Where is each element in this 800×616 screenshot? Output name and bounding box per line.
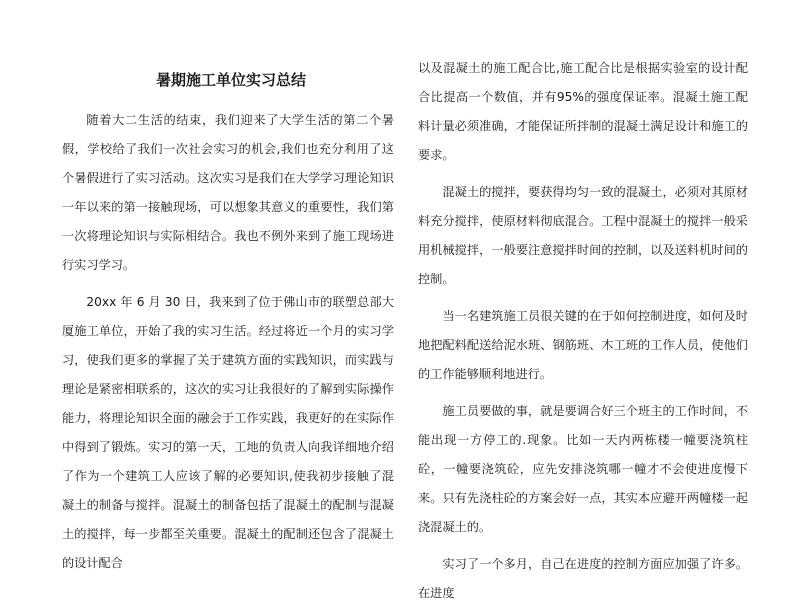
paragraph-6: 实习了一个多月，自己在进度的控制方面应加强了许多。在进度 (418, 557, 748, 600)
left-column (62, 0, 394, 586)
paragraph-3: 混凝土的搅拌，要获得均匀一致的混凝土，必须对其原材料充分搅拌，使原材料彻底混合。工程中混凝土的搅拌一般采用机械搅拌，一般要注意搅拌时间的控制，以及送料机时间的控制。 (418, 185, 748, 286)
right-column (418, 54, 748, 616)
paragraph-2-continued: 以及混凝土的施工配合比,施工配合比是根据实验室的设计配合比提高一个数值，并有95%的强度保证率。混凝土施工配料计量必须准确，才能保证所拌制的混凝土满足设计和施工的要求。 (418, 61, 748, 162)
paragraph-5: 施工员要做的事，就是要调合好三个班主的工作时间，不能出现一方停工的.现象。比如一天内两栋楼一幢要浇筑柱砼，一幢要浇筑砼，应先安排浇筑哪一幢才不会使进度慢下来。只有先浇柱砼的方案会好一点，其实本应避开两幢楼一起浇混凝土的。 (418, 404, 748, 534)
document-title: 暑期施工单位实习总结 (155, 71, 306, 89)
paragraph-2: 20xx 年 6 月 30 日，我来到了位于佛山市的联塑总部大厦施工单位，开始了我的实习生活。经过将近一个月的实习学习，使我们更多的掌握了关于建筑方面的实践知识，而实践与理论是紧密相联系的，这次的实习让我很好的了解到实际操作能力，将理论知识全面的融会于工作实践，我更好的在实际作中得到了锻炼。实习的第一天，工地的负责人向我详细地介绍了作为一个建筑工人应该了解的必要知识,使我初步接触了混凝土的制备与搅拌。混凝土的制备包括了混凝土的配制与混凝土的搅拌，每一步都至关重要。混凝土的配制还包含了混凝土的设计配合 (62, 295, 394, 570)
paragraph-4: 当一名建筑施工员很关键的在于如何控制进度，如何及时地把配料配送给泥水班、钢筋班、木工班的工作人员，使他们的工作能够顺利地进行。 (418, 309, 748, 381)
paragraph-1: 随着大二生活的结束，我们迎来了大学生活的第二个暑假，学校给了我们一次社会实习的机会,我们也充分利用了这个暑假进行了实习活动。这次实习是我们在大学学习理论知识一年以来的第一接触现场，可以想象其意义的重要性，我们第一次将理论知识与实际相结合。我也不例外来到了施工现场进行实习学习。 (62, 113, 394, 272)
